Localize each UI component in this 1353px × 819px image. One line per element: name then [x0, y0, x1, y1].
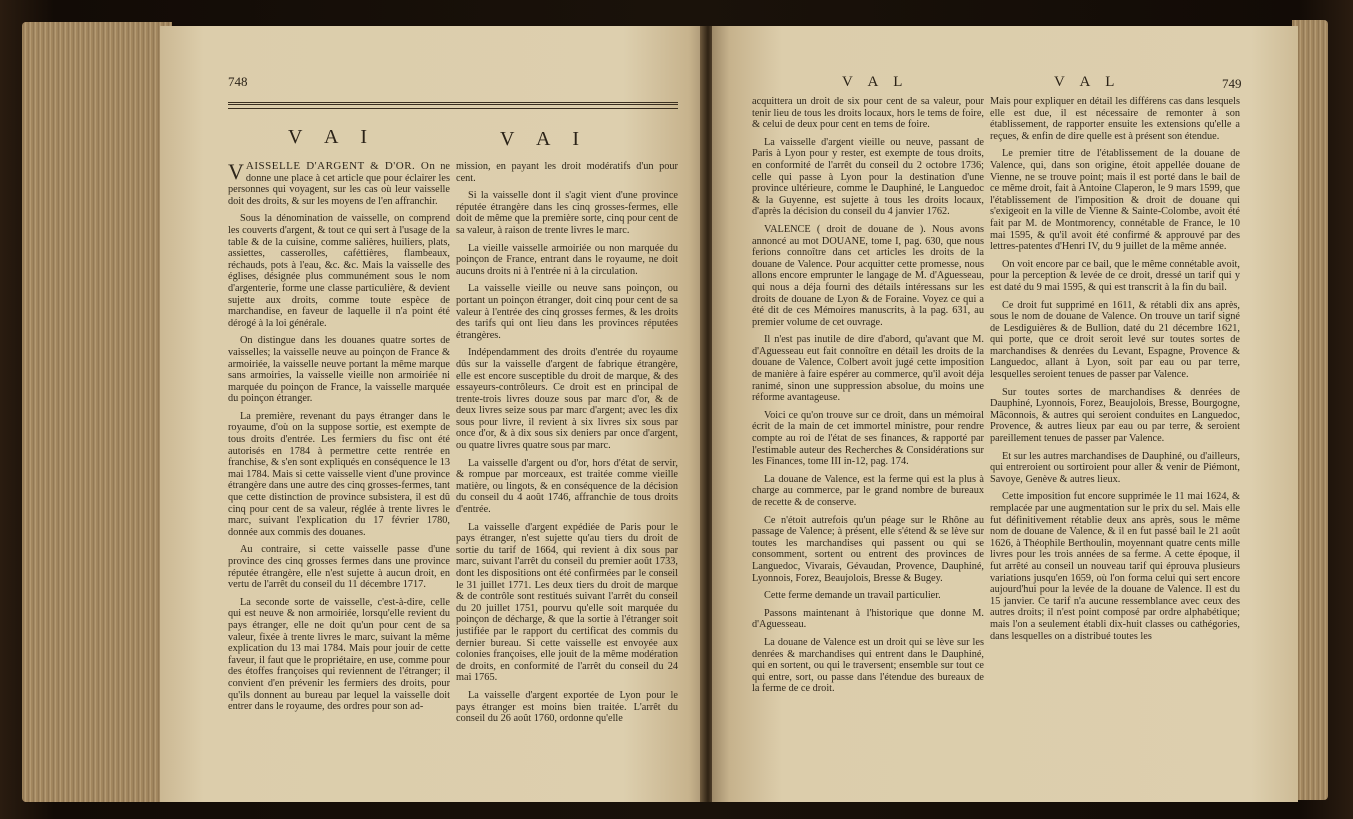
- paragraph: La vaisselle d'argent exportée de Lyon pour le pays étranger est moins bien traitée. L'arrêt du conseil du 26 août 1760, ordonne qu'elle: [456, 689, 678, 725]
- paragraph: On voit encore par ce bail, que le même connétable avoit, pour la perception & levée de ce droit, dressé un tarif qui y est daté du 9 mai 1595, & qui est transcrit à la fin du bail.: [990, 258, 1240, 293]
- paragraph: acquittera un droit de six pour cent de sa valeur, pour tenir lieu de tous les droits locaux, hors le tems de foire, & celui de deux pour cent en tems de foire.: [752, 96, 984, 131]
- paragraph: La vaisselle d'argent expédiée de Paris pour le pays étranger, n'est sujette qu'au tiers du droit de sortie du tarif de 1664, qui revient à dix sous par marc, suivant l'arrêt du conseil du premier août 1733, dont les dispositions ont été confirmées par le conseil le 31 juillet 1771. Les deux tiers du droit de marque & de contrôle sont restitués suivant l'arrêt du conseil du 20 juillet 1751, pourvu qu'elle soit marquée du poinçon de décharge, & que la sortie à l'étranger soit justifiée par le rapport du certificat des commis du dernier bureau. Si cette vaisselle est envoyée aux colonies françoises, elle jouit de la même modération de droits, en conformité de l'arrêt du conseil du 24 mai 1765.: [456, 521, 678, 684]
- paragraph: La douane de Valence, est la ferme qui est la plus à charge au commerce, par le grand nombre de bureaux de recette & de conserve.: [752, 473, 984, 508]
- paragraph: Cette imposition fut encore supprimée le 11 mai 1624, & remplacée par une augmentation sur le prix du sel. Mais elle fut définitivement rétablie deux ans après, sous le même nom de douane de Valence, & il en fut passé bail le 21 août 1626, à Théophile Berthoulin, moyennant quatre cents mille livres pour les trois années de sa ferme. A cette époque, il fut arrêté au conseil un nouveau tarif qui éprouva plusieurs variations jusqu'en 1659, où l'on forma celui qui sert encore aujourd'hui pour la levée de la douane de Valence. Il est du 15 janvier. Ce tarif n'a aucune ressemblance avec ceux des autres droits; il n'est point composé par ordre alphabétique; mais l'on a seulement établi dix-huit classes ou cathégories, dans lesquelles on a distribué toutes les: [990, 491, 1240, 642]
- paragraph: La première, revenant du pays étranger dans le royaume, d'où on la suppose sortie, est exempte de tous droits d'entrée. Les fermiers du fisc ont été autorisés en 1784 à permettre cette rentrée en franchise, & s'en sont expliqués en conséquence le 13 mai 1784. Mais si cette vaisselle vient d'une province étrangère dans une autre des cinq grosses-fermes, tant que cette distinction de province subsistera, il est dû cinq pour cent de sa valeur, réglée à trente livres le marc, suivant l'explication du 17 février 1780, donnée aux commis des douanes.: [228, 410, 450, 538]
- paragraph: La vaisselle vieille ou neuve sans poinçon, ou portant un poinçon étranger, doit cinq pour cent de sa valeur à l'entrée des cinq grosses fermes, & les droits des tarifs qui ont lieu dans les provinces réputées étrangères.: [456, 283, 678, 341]
- section-title-right: V A I: [500, 128, 588, 150]
- right-page-column-1: [752, 96, 984, 796]
- paragraph: Il n'est pas inutile de dire d'abord, qu'avant que M. d'Aguesseau eut fait connoître en détail les droits de la douane de Valence, Colbert avoit jugé cette imposition de manière à faire espérer au commerce, qu'il avoit déja ranimé, sinon une suppression absolue, du moins une réforme avantageuse.: [752, 334, 984, 404]
- paragraph: Au contraire, si cette vaisselle passe d'une province des cinq grosses fermes dans une province réputée étrangère, elle n'est sujette à aucun droit, en vertu de l'arrêt du conseil du 11 décembre 1717.: [228, 544, 450, 591]
- right-page-column-2: [990, 96, 1240, 796]
- left-page-column-2: [456, 161, 678, 791]
- paragraph: La vaisselle d'argent vieille ou neuve, passant de Paris à Lyon pour y rester, est exempte de tous droits, en conformité de l'arrêt du conseil du 2 octobre 1736; celle qui passe à Lyon pour la destination d'une province ultérieure, comme le Dauphiné, le Languedoc & la Guyenne, est sujette à tous les droits locaux, d'après la décision du conseil du 4 janvier 1762.: [752, 136, 984, 218]
- paragraph: VALENCE ( droit de douane de ). Nous avons annoncé au mot DOUANE, tome I, pag. 630, que nous ferions connoître dans cet articles les droits de la douane de Valence. Pour acquitter cette promesse, nous allons encore emprunter le langage de M. d'Aguesseau, qui nous a déja fourni des détails intéressans sur les droits de douane de Lyon & de Foraine. Voyez ce qui a été dit de ces Mémoires manuscrits, à la pag. 631, au premier volume de cet ouvrage.: [752, 223, 984, 328]
- right-page: [712, 26, 1298, 802]
- paragraph: Ce droit fut supprimé en 1611, & rétabli dix ans après, sous le nom de douane de Valence. On trouve un tarif signé de Lesdiguières & de Bullion, daté du 21 décembre 1621, qui porte, que ce droit seroit levé sur toutes sortes de marchandises & denrées du Levant, Espagne, Provence & Languedoc, allant à Lyon, soit par eau ou par terre, lesquelles seroient tenues de passer par Valence.: [990, 299, 1240, 381]
- paragraph: Sur toutes sortes de marchandises & denrées de Dauphiné, Lyonnois, Forez, Beaujolois, Bresse, Bourgogne, Mâconnois, & autres qui seroient conduites en Languedoc, Provence, & autres lieux par eau ou par terre, & seroient pareillement tenues de passer par Valence.: [990, 386, 1240, 445]
- paragraph: Et sur les autres marchandises de Dauphiné, ou d'ailleurs, qui entreroient ou sortiroient pour aller & venir de Piémont, Savoye, Genève & autres lieux.: [990, 450, 1240, 485]
- paragraph: Ce n'étoit autrefois qu'un péage sur le Rhône au passage de Valence; à présent, elle s'étend & se lève sur toutes les marchandises qui passent ou qui se consomment, sortent ou entrent des provinces de Languedoc, Vivarais, Gévaudan, Provence, Dauphiné, Lyonnois, Forez, Beaujolois, Bresse & Bugey.: [752, 514, 984, 584]
- running-header-left: V A L: [842, 74, 909, 90]
- paragraph: [228, 161, 450, 207]
- header-double-rule: [228, 102, 678, 105]
- paragraph: La vieille vaisselle armoiriée ou non marquée du poinçon de France, entrant dans le royaume, ne doit aucuns droits ni à l'entrée ni à la circulation.: [456, 242, 678, 277]
- running-header-right: V A L: [1054, 74, 1121, 90]
- paragraph: Indépendamment des droits d'entrée du royaume dûs sur la vaisselle d'argent de fabrique étrangère, elle est encore susceptible du droit de marque, & des essayeurs-contrôleurs. Ce droit est en principal de trente-trois livres douze sous par marc d'or, & de deux livres seize sous par marc d'argent; avec les dix sous pour livre, il revient à six livres six sous par once d'or, & à dix sous six deniers par once d'argent, ou quatre livres quatre sous par marc.: [456, 347, 678, 452]
- header-rule: [228, 108, 678, 109]
- paragraph: Si la vaisselle dont il s'agit vient d'une province réputée étrangère dans les cinq grosses-fermes, elle doit de même que la première sorte, cinq pour cent de sa valeur, à raison de trente livres le marc.: [456, 190, 678, 236]
- paragraph-text: ne donne une place à cet article que pour éclairer les personnes qui voyagent, sur les cas où leur vaisselle doit des droits, & sur les moyens de l'en affranchir.: [228, 161, 450, 207]
- paragraph: La vaisselle d'argent ou d'or, hors d'état de servir, & rompue par morceaux, est traitée comme vieille matière, ou lingots, & en conséquence de la décision du conseil du 4 août 1746, affranchie de tous droits d'entrée.: [456, 457, 678, 516]
- left-page-edges: [22, 22, 172, 802]
- headword: AISSELLE D'ARGENT & D'OR. On: [245, 161, 436, 172]
- page-number-left: 748: [228, 74, 248, 89]
- section-title-left: V A I: [288, 126, 376, 148]
- paragraph: Le premier titre de l'établissement de la douane de Valence, qui, dans son origine, étoit appellée douane de Vienne, ne se trouve point; mais il est porté dans le bail de ce même droit, fait à Antoine Claperon, le 9 mars 1599, que l'établissement de l'imposition & droit de douane qui s'exigeoit en la ville de Vienne & Sainte-Colombe, avoit été fait par M. de Montmorency, connétable de France, le 10 mai 1595, & qu'il avoit été confirmé & approuvé par des lettres-patentes d'Henri IV, du 9 juillet de la même année.: [990, 148, 1240, 253]
- drop-cap: V: [228, 161, 244, 184]
- paragraph: Sous la dénomination de vaisselle, on comprend les couverts d'argent, & tout ce qui sert à l'usage de la table & de la cuisine, comme salières, huiliers, plats, assiettes, casserolles, caféttières, flambeaux, réchauds, pots à l'eau, &c. &c. Mais la vaisselle des églises, désignée plus communément sous le nom d'argenterie, forme une classe particulière, & devient sujette aux droits, comme toute espèce de marchandise, en faveur de laquelle il n'a point été dérogé à la loi générale.: [228, 213, 450, 329]
- page-number-right: 749: [1222, 76, 1242, 91]
- paragraph: mission, en payant les droit modératifs d'un pour cent.: [456, 161, 678, 184]
- paragraph: Passons maintenant à l'historique que donne M. d'Aguesseau.: [752, 607, 984, 631]
- paragraph: On distingue dans les douanes quatre sortes de vaisselles; la vaisselle neuve au poinçon de France & armoiriée, la vaisselle neuve portant la même marque sans armoiries, la vaisselle vieille non armoiriée ni marquée du poinçon de France, la vaisselle marquée du poinçon étranger.: [228, 335, 450, 405]
- paragraph: Cette ferme demande un travail particulier.: [764, 590, 941, 602]
- paragraph: La seconde sorte de vaisselle, c'est-à-dire, celle qui est neuve & non armoiriée, lorsqu'elle revient du pays étranger, elle ne doit qu'un pour cent de sa valeur, fixée à trente livres le marc, suivant la même explication du 13 mai 1784. Mais pour jouir de cette faveur, il faut que le propriétaire, en use, comme pour des étoffes françoises qui reviennent de l'étranger; il convient d'en prévenir les fermiers des droits, pour qu'ils donnent au bureau par lequel la vaisselle doit entrer dans le royaume, des ordres pour son ad-: [228, 596, 450, 713]
- left-page: [160, 26, 705, 802]
- paragraph: Mais pour expliquer en détail les différens cas dans lesquels elle est due, il est nécessaire de remonter à son établissement, de rapporter ensuite les extensions qu'elle a reçues, & enfin de dire quelle est à présent son étendue.: [990, 96, 1240, 142]
- paragraph: Voici ce qu'on trouve sur ce droit, dans un mémoiral écrit de la main de cet immortel ministre, pour rendre compte au roi de l'état de ses finances, & rapporté par l'estimable auteur des Recherches & Considérations sur les Finances, tome III in-12, pag. 174.: [752, 409, 984, 468]
- left-page-column-1: [228, 161, 450, 791]
- paragraph: La douane de Valence est un droit qui se lève sur les denrées & marchandises qui entrent dans le Dauphiné, qui en sortent, ou qui le traversent; ensemble sur tout ce qui entre, sort, ou passe dans l'étendue des bureaux de la ferme de ce droit.: [752, 636, 984, 695]
